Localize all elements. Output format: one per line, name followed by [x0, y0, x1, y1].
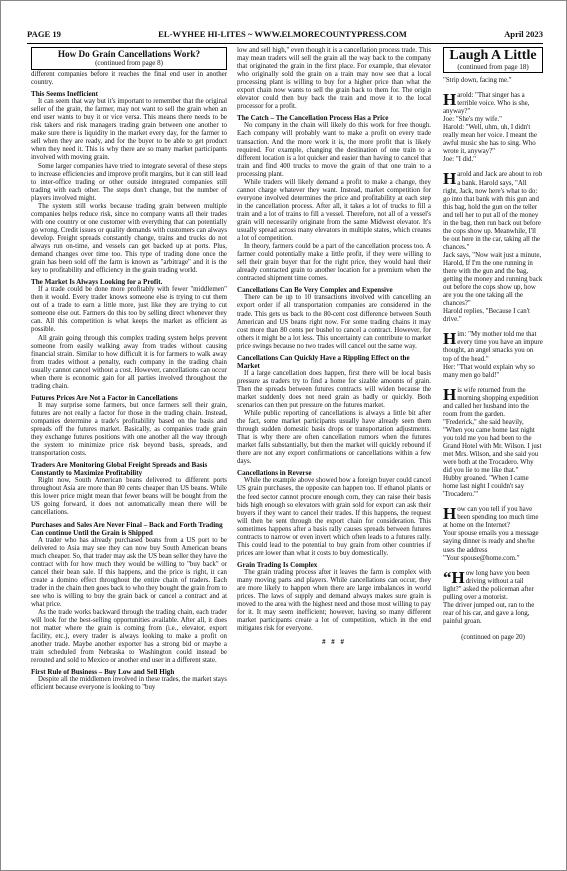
article-title-box — [31, 47, 227, 70]
section-heading: The Market Is Always Looking for a Profit. — [31, 278, 163, 287]
joke-line — [443, 171, 543, 251]
joke-text: is wife returned from the morning shopping expedition and called her husband into the room from the garden. — [443, 386, 539, 418]
page-number: PAGE 19 — [27, 29, 61, 39]
paragraph: It may surprise some farmers, but once farmers sell their grain, futures are not really a factor for those in the trading chain. Instead, companies determine a trade's profitability based on the basis and spreads off the futures market. Basically, as companies trade grain they exchange futures positions with one another all the way through the system to minimize price risk beyond basis, spreads, and transportation costs. — [31, 401, 227, 458]
paragraph: Despite all the middlemen involved in these trades, the market stays efficient because everyone is looking to "buy — [31, 676, 227, 692]
joke-opening — [443, 77, 543, 85]
joke-line: Joe: "She's my wife." — [443, 116, 502, 124]
issue-date: April 2023 — [504, 29, 543, 39]
paragraph: If a trade could be done more profitably with fewer "middlemen" then it would. Every trader knows someone else is trying to cut them out of a trade to earn a little more, just like they are trying to cut someone else out. Farmers do this too by selling direct whenever they can. All this competition is what keeps the market as efficient as possible. — [31, 286, 227, 334]
article-title: How Do Grain Cancellations Work? — [57, 49, 201, 59]
paragraph: The system still works because trading grain between multiple companies helps reduce risk, since no company wants all their trades with one country or one customer with everything that can potentially go wrong. Credit issues or quality demands with customers can always develop. Freight spreads constantly change, trains and trucks do not always run on-time, and vessels can get backed up at ports. Plus, demand changes over time too. This type of trading done once the grain has been sold off the farm is known as "arbitrage" and it is the key to profitability and efficiency in the grain trading world. — [31, 202, 227, 275]
masthead-rule — [27, 43, 543, 44]
drop-cap: H — [443, 169, 457, 189]
drop-cap: H — [443, 384, 457, 404]
section-heading: First Rule of Business – Buy Low and Sell High — [31, 668, 175, 677]
joke-text: ow long have you been driving without a tail light?" asked the policeman after pulling over a motorist. — [443, 569, 534, 601]
joke-line: Joe: "I did." — [443, 156, 476, 164]
joke-text: ow can you tell if you have been spending too much time at home on the Internet? — [443, 506, 539, 530]
paragraph: If a large cancellation does happen, first there will be local basis pressure as traders try to find a home for sizable amounts of grain. Then the spreads between futures contracts will widen because the market suddenly does not need grain as badly or quickly. Both scenarios can then put pressure on the futures market. — [237, 369, 431, 410]
joke — [443, 331, 543, 379]
end-mark: # # # — [322, 639, 346, 647]
drop-cap: H — [443, 90, 457, 110]
article-column-1 — [31, 47, 227, 693]
joke-line — [443, 384, 543, 419]
laugh-title-box — [443, 47, 543, 73]
section-heading: Cancellations Can Quickly Have a Rippling Effect on the Market — [237, 353, 410, 370]
drop-cap: H — [443, 504, 457, 524]
article-column-2 — [237, 47, 431, 647]
joke-line: Hubby groaned. "When I came home last night I couldn't say 'Trocadero.'" — [443, 475, 529, 499]
joke — [443, 171, 543, 324]
joke — [443, 506, 543, 562]
paragraph: There can be up to 10 transactions involved with cancelling an export order if all transportation companies are considered in the trade. This gets us back to the 80-cent cost difference between South American and US beans right now. For some trading chains it may cost more than 80 cents per bushel to cancel a contract. However, for others it might be a lot less. This uncertainty can contribute to market price swings because no two trades will cancel out the same way. — [237, 294, 431, 350]
paragraph: The grain trading process after it leaves the farm is complex with many moving parts and players. While cancellations can occur, they are more likely to happen when there are large imbalances in world prices. The laws of supply and demand always makes sure grain is moved to the area with the highest need and those most willing to pay for it. It may seem inefficient; however, having so many different market participants create a lot of competition, which in the end mitigates risk for everyone. — [237, 568, 431, 633]
joke-line — [443, 506, 543, 530]
laugh-title: Laugh A Little — [449, 48, 537, 63]
paragraph: low and sell high," even though it is a cancellation process trade. This may mean traders will sell the grain all the way back to the company that originated the grain in the first place. For example, that elevator who originally sold the grain on a train may now see that a local processing plant is willing to buy for a higher price than what the export chain now wants to sell the grain back to them for. The origin elevator could then buy back the train and move it to the local processor for a profit. — [237, 47, 431, 111]
section-heading: Purchases and Sales Are Never Final – Back and Forth Trading Can continue Until the Grain is Shipped — [31, 520, 223, 537]
section-heading: This Seems Inefficient — [31, 90, 98, 99]
laugh-column — [443, 47, 543, 642]
joke-line — [443, 92, 543, 116]
joke-line: Jack says, "Now wait just a minute, Harold, If I'm the one running in there with the gun and the bag, getting the money and running back out before the cops show up, how are you the one taking all the chances?" — [443, 251, 543, 308]
joke-line: The driver jumped out, ran to the rear of his car, and gave a long, painful groan. — [443, 601, 535, 625]
joke — [443, 567, 543, 626]
publication-title: EL-WYHEE HI-LITES ~ WWW.ELMORECOUNTYPRESS.COM — [158, 29, 407, 39]
section-heading: Futures Prices Are Not a Factor in Cancellations — [31, 393, 178, 402]
paragraph: Some larger companies have tried to integrate several of these steps to increase efficiencies and improve profit margins, but it can still lead to inter-office trading or other outside integrated companies still trading with each other. The steps don't change, but the number of players involved might. — [31, 162, 227, 202]
laugh-continued-from: (continued from page 18) — [457, 63, 529, 71]
joke-line: "Your spouse@home.com." — [443, 554, 520, 562]
joke-list — [443, 92, 543, 626]
joke — [443, 92, 543, 164]
paragraph: No company in the chain will likely do this work for free though. Each company will probably want to make a profit on every trade transaction. And the more work it is, the more profit that is likely required. For example, changing the destination of one train to a different location is a lot quicker and easier than having to cancel that train and find 400 trucks to move the grain of that one train to a processing plant. — [237, 122, 431, 178]
masthead — [27, 29, 543, 42]
section-heading: Cancellations Can Be Very Complex and Expensive — [237, 286, 393, 295]
joke-line: Harold: "Well, uhm, uh, I didn't really mean her voice. I meant the awful music she has to sing. Who wrote it, anyway?" — [443, 124, 537, 156]
paragraph: All grain going through this complex trading system helps prevent someone from easily walking away from trades without causing financial strain. Similar to how difficult it is for farmers to walk away from trades without a penalty, each company in the trading chain usually cannot cancel without a cost. However, cancellations can occur when there is economic gain for all parties involved throughout the trading chain. — [31, 334, 227, 390]
joke-text: im: "My mother told me that every time you have an impure thought, an angel smacks you on top of the head." — [443, 331, 543, 363]
joke-line — [443, 567, 543, 602]
paragraph: While public reporting of cancellations is always a little bit after the fact, some market participants usually have already seen them through sudden domestic basis drops or transportation adjustments. That is why there are often cancellation rumors when the futures market falls substantially, but then the market will quickly rebound if there are not any export confirmations or cancellations within a few days. — [237, 410, 431, 466]
joke-line: Your spouse emails you a message saying dinner is ready and she/he uses the address — [443, 530, 539, 554]
joke-line — [443, 331, 543, 363]
joke — [443, 384, 543, 500]
paragraph: As the trade works backward through the trading chain, each trader will look for the best-selling opportunities available. After all, it does not matter where the grain is coming from (i.e., elevator, export facility, etc.), every trader is always looking to make a profit on another trade. Maybe another exporter has a strong bid or maybe a train scheduled from Nebraska to Washington could instead be rerouted and sold to Mexico or another end user in a different state. — [31, 609, 227, 665]
joke-line: Harold replies, "Because I can't drive." — [443, 308, 530, 324]
paragraph: It can seem that way but it's important to remember that the original seller of the grain, the farmer, may not want to sell the grain when an end user wants to buy it or vice versa. This means there needs to be risk takers and risk managers trading grain between one another to make sure there is liquidity in the market every day, for the farmer to sell when they are ready, and for the buyer to be able to get product when they need it. This is why there are so many market participants involved with moving grain. — [31, 98, 227, 162]
joke-line: "Frederick," she said heavily, "When you came home last night you told me you had been to the Grand Hotel with Mr. Wilson. I just met Mrs. Wilson, and she said you were both at the Trocadero. Why did you lie to me like that." — [443, 418, 542, 475]
joke-text: arold and Jack are about to rob a bank. Harold says, "All right, Jack, now here's what to do: go into that bank with this gun and this bag, hold the gun on the teller and tell her to put all of the money in the bag, then run back out before the cops show up. Meanwhile, I'll be out here in the car, taking all the chances." — [443, 171, 543, 251]
paragraph: different companies before it reaches the final end user in another country. — [31, 71, 227, 87]
paragraph: In theory, farmers could be a part of the cancellation process too. A farmer could potentially make a little profit, if they were willing to sell their grain buyer that for the right price, they would haul their already contracted grain to another location for a premium when the contracted shipment time comes. — [237, 243, 431, 283]
continued-on: (continued on page 20) — [461, 633, 525, 641]
joke-line: Her: "That would explain why so many men go bald!" — [443, 363, 535, 379]
paragraph: Right now, South American beans delivered to different ports throughout Asia are more than 80 cents cheaper than US beans. While this lower price might mean that fewer beans will be bought from the US going forward, it does not automatically mean there will be cancellations. — [31, 477, 227, 517]
section-heading: Grain Trading Is Complex — [237, 560, 318, 569]
article-continued-from: (continued from page 8) — [95, 59, 163, 67]
paragraph: While the example above showed how a foreign buyer could cancel US grain purchases, the opposite can happen too. If ethanol plants or the feed sector cannot procure enough corn, they can raise their basis bids high enough so elevators with grain sold for export can ask their buyers if they want to cancel their trades. If this happens, the request will then be sent through the export chain for consideration. This sometimes happens after a basis rally causes spreads between futures contracts to narrow or even invert which often leads to a futures rally. This could lead to the potential to buy grain from other countries if prices are lower than what it costs to buy domestically. — [237, 477, 431, 557]
joke-text: arold: "That singer has a terrible voice. Who is she, anyway?" — [443, 92, 530, 116]
paragraph: While traders will likely demand a profit to make a change, they cannot charge whatever they want. Instead, market competition for everyone involved determines the price and profitability at each step in the cancellation process. After all, it takes a lot of trucks to fill a train and a lot of trains to fill a vessel. Therefore, not all of a vessel's grain will necessarily originate from the same Midwest elevator. It's usually spread across many elevators in multiple states, which creates a lot of competition. — [237, 178, 431, 243]
section-heading: Cancellations in Reverse — [237, 469, 312, 478]
paragraph: A trader who has already purchased beans from a US port to be delivered to Asia may see they can now buy South American beans much cheaper. So, that trader may ask the US bean seller they have the contract with for how much they would be willing to "buy back" or cancel their bean sale. If this happens, and the price is right, it can create a domino effect throughout the entire chain of traders. Each trader in the chain then goes back to who they bought the grain from to see who is willing to buy the grain back or cancel a contract and at what price. — [31, 536, 227, 608]
joke-line: "Strip down, facing me." — [443, 77, 512, 84]
section-heading: Traders Are Monitoring Global Freight Spreads and Basis Constantly to Maximize Profitability — [31, 461, 208, 478]
drop-cap: H — [443, 329, 457, 349]
drop-cap: “H — [443, 567, 465, 587]
section-heading: The Catch – The Cancellation Process Has a Price — [237, 114, 389, 123]
